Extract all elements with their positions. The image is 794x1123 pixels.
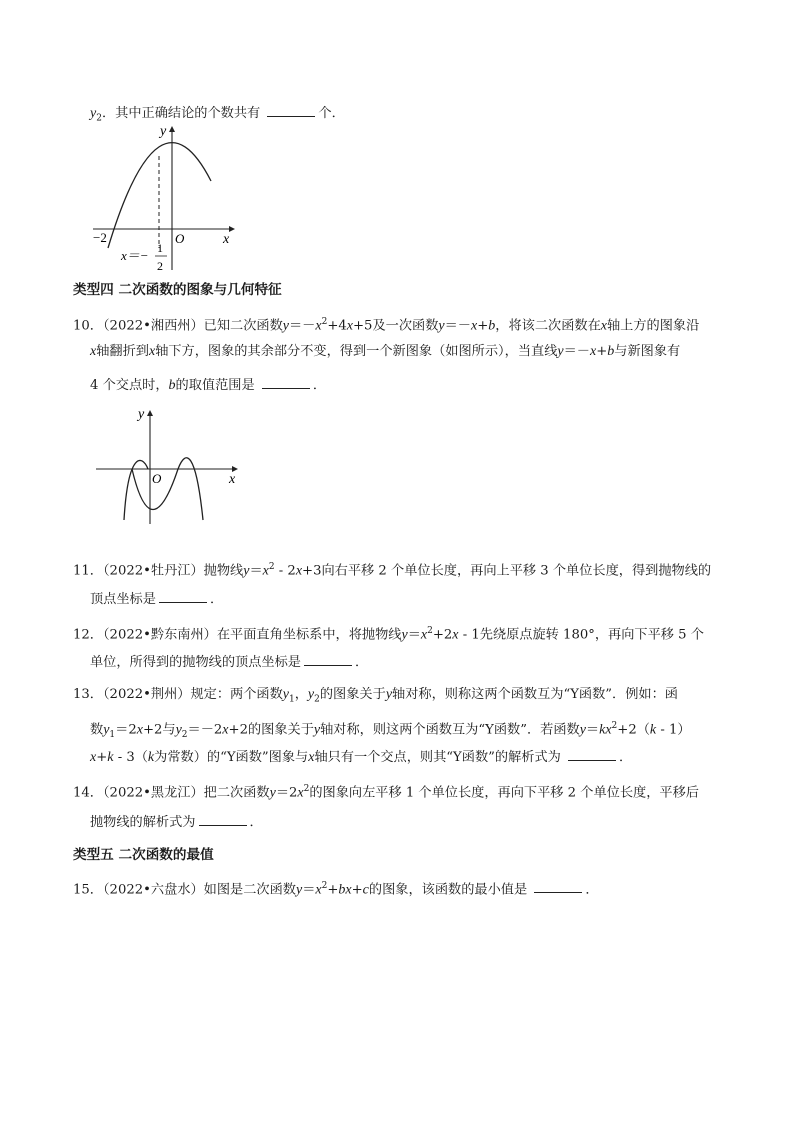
q14-line-2: 抛物线的解析式为 ．: [90, 815, 263, 830]
answer-blank[interactable]: [267, 104, 315, 117]
answer-blank[interactable]: [262, 376, 310, 389]
figure-parabola-2: [90, 402, 250, 527]
fig2-y-label: y: [138, 407, 145, 422]
section-heading-4: 类型四 二次函数的图象与几何特征: [73, 282, 282, 298]
q11-line-1: 11．（2022•牡丹江）抛物线$y=x^2 - 2x+3$向右平移 2 个单位长度，再向上平移 3 个单位长度，得到抛物线的: [73, 562, 712, 579]
q10-line-3: 4 个交点时，b的取值范围是 ．: [90, 378, 327, 393]
fig1-axis-eq: x＝−: [121, 248, 149, 263]
q9-tail-unit: 个．: [318, 106, 345, 121]
q13-line-1: 13．（2022•荆州）规定：两个函数$y_1$，$y_2$的图象关于y轴对称，则称这两个函数互为“Y函数”．例如：函: [73, 687, 678, 705]
answer-blank[interactable]: [159, 590, 207, 603]
figure-parabola-1: [85, 118, 245, 278]
q12-line-1: 12．（2022•黔东南州）在平面直角坐标系中，将抛物线$y=x^2+2x - 1$先绕原点旋转 180°，再向下平移 5 个: [73, 626, 704, 643]
fig1-origin-label: O: [175, 231, 185, 246]
q13-line-3: x+k - 3（k为常数）的“Y函数”图象与x轴只有一个交点，则其“Y函数”的解析式为 ．: [90, 750, 633, 765]
answer-blank[interactable]: [199, 813, 247, 826]
fig1-y-label: y: [160, 124, 167, 139]
q15-line-1: 15．（2022•六盘水）如图是二次函数$y=x^2+bx+c$的图象，该函数的最小值是 ．: [73, 881, 599, 898]
q14-line-1: 14．（2022•黑龙江）把二次函数$y=2x^2$的图象向左平移 1 个单位长度，再向下平移 2 个单位长度，平移后: [73, 784, 699, 801]
q10-line-1: 10．（2022•湘西州）已知二次函数$y=-x^2+4x+5$及一次函数y＝－x+b，将该二次函数在x轴上方的图象沿: [73, 317, 700, 334]
answer-blank[interactable]: [534, 880, 582, 893]
q13-line-2: 数$y_1=2x+2$与$y_2=-2x+2$的图象关于y轴对称，则这两个函数互为“Y函数”．若函数$y=kx^2+2(k - 1)$: [90, 721, 691, 741]
answer-blank[interactable]: [304, 653, 352, 666]
answer-blank[interactable]: [568, 748, 616, 761]
section-heading-5: 类型五 二次函数的最值: [73, 847, 214, 863]
fig1-frac-num: 1: [157, 241, 163, 255]
fig2-origin-label: O: [152, 471, 162, 486]
q12-line-2: 单位，所得到的抛物线的顶点坐标是 ．: [90, 655, 369, 670]
q9-tail-line: $y_2$．其中正确结论的个数共有 个．: [90, 106, 345, 124]
fig1-frac-den: 2: [157, 259, 163, 273]
fig1-x-label: x: [223, 232, 230, 247]
q9-tail-text: ．其中正确结论的个数共有: [101, 106, 261, 121]
fig2-x-label: x: [229, 472, 236, 487]
q11-line-2: 顶点坐标是 ．: [90, 592, 224, 607]
fig1-neg-two-label: −2: [93, 230, 107, 245]
q10-line-2: x轴翻折到x轴下方，图象的其余部分不变，得到一个新图象（如图所示），当直线y＝－x+b与新图象有: [90, 344, 681, 359]
